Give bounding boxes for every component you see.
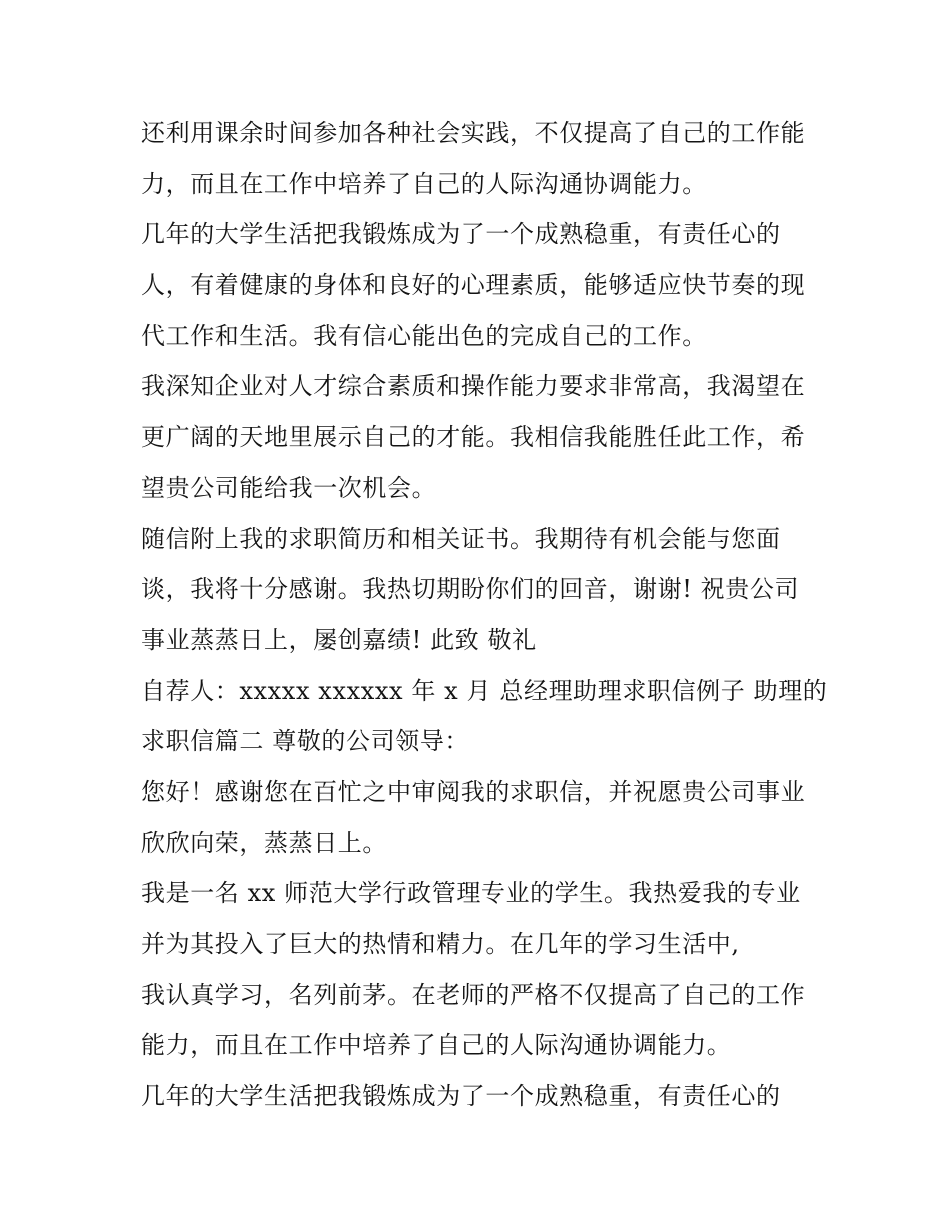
text-line: 几年的大学生活把我锻炼成为了一个成熟稳重，有责任心的 [141,1082,781,1111]
text-line: 我是一名 xx 师范大学行政管理专业的学生。我热爱我的专业 [141,879,801,908]
text-line: 能力，而且在工作中培养了自己的人际沟通协调能力。 [141,1031,732,1060]
text-line: 随信附上我的求职简历和相关证书。我期待有机会能与您面 [141,524,781,553]
text-line: 您好！感谢您在百忙之中审阅我的求职信，并祝愿贵公司事业 [141,777,806,806]
document-body [141,108,828,1122]
text-line: 自荐人：xxxxx xxxxxx 年 x 月 总经理助理求职信例子 助理的 [141,676,828,705]
text-line: 人，有着健康的身体和良好的心理素质，能够适应快节奏的现 [141,271,806,300]
text-line: 我深知企业对人才综合素质和操作能力要求非常高，我渴望在 [141,372,806,401]
text-line: 代工作和生活。我有信心能出色的完成自己的工作。 [141,321,707,350]
text-line: 我认真学习，名列前茅。在老师的严格不仅提高了自己的工作 [141,980,806,1009]
text-line: 几年的大学生活把我锻炼成为了一个成熟稳重，有责任心的 [141,220,781,249]
text-line: 事业蒸蒸日上，屡创嘉绩! 此致 敬礼 [141,625,537,654]
text-line: 更广阔的天地里展示自己的才能。我相信我能胜任此工作，希 [141,423,806,452]
text-line: 力，而且在工作中培养了自己的人际沟通协调能力。 [141,169,707,198]
text-line: 欣欣向荣，蒸蒸日上。 [141,828,387,857]
text-line: 求职信篇二 尊敬的公司领导： [141,727,470,756]
text-line: 还利用课余时间参加各种社会实践，不仅提高了自己的工作能 [141,119,806,147]
text-line: 并为其投入了巨大的热情和精力。在几年的学习生活中, [141,930,740,958]
text-line: 谈，我将十分感谢。我热切期盼你们的回音，谢谢! 祝贵公司 [141,575,800,604]
text-line: 望贵公司能给我一次机会。 [141,473,437,502]
